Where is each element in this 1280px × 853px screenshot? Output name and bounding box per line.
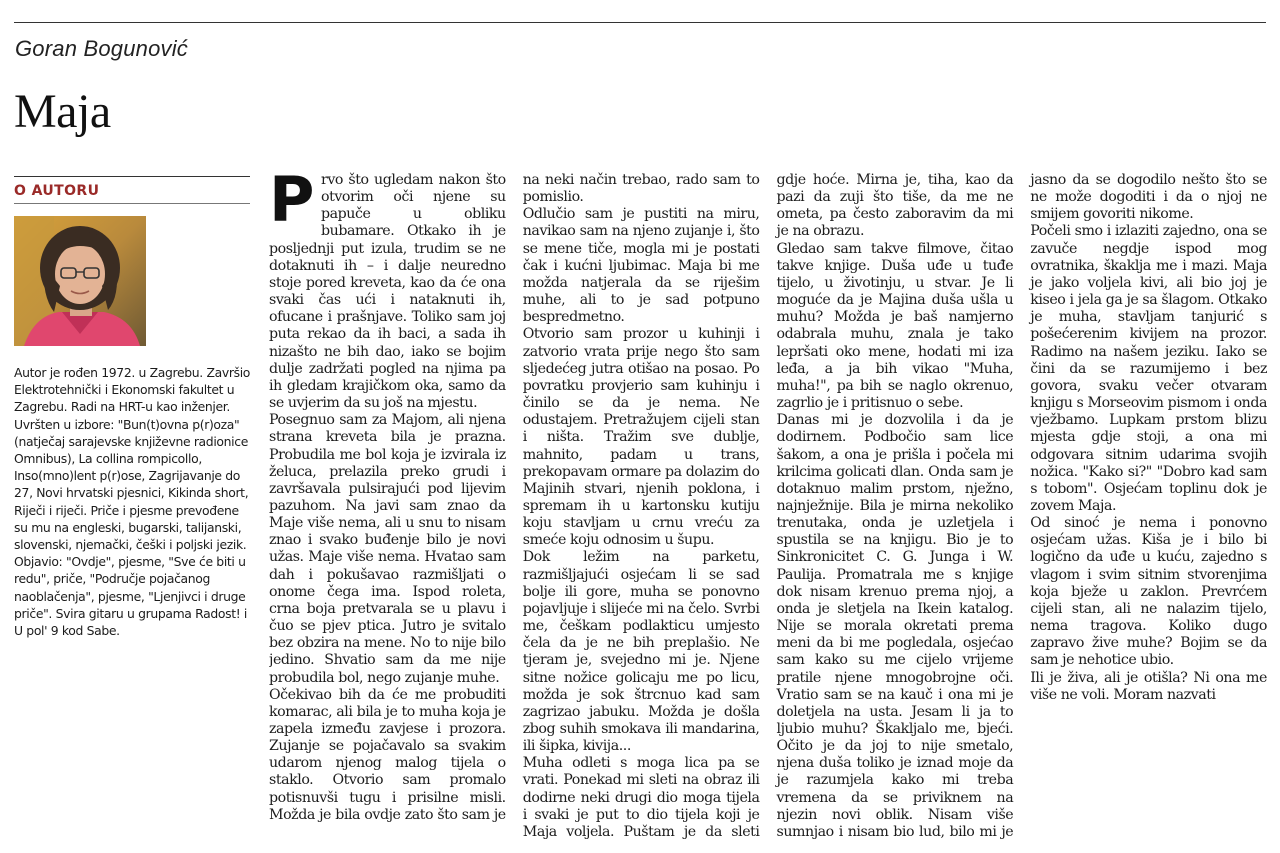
sidebar-heading: O AUTORU — [14, 183, 100, 199]
story-paragraph-2: Posegnuo sam za Majom, ali njena strana kreveta bila je prazna. Probudila me bol koja je izvirala iz želuca, prelazila preko grudi i završavala pulsirajući pod lijevim pazuhom. Na javi sam znao da Maje više nema, ali u snu to nisam znao i svako buđenje bilo je novi užas. Maje više nema. Hvatao sam dah i pokušavao razmišljati o onome čega ima. Ispod roleta, crna boja pretvarala se u plavu i čuo se pjev ptica. Jutro je svitalo bez obzira na mene. No to nije bilo jedino. Shvatio sam da me nije probudila bol, nego zujanje muhe. — [269, 412, 506, 686]
story-paragraph-7: Muha odleti s moga lica pa se vrati. Ponekad mi sleti na obraz ili dodirne neki drugi dio moga tijela i svaki je put to dio tijela koji je Maja voljela. Puštam je da sleti gdje hoće. Mirna je, tiha, kao da pazi da zuji što tiše, da me ne ometa, pa često zaboravim da mi je na obrazu. — [522, 172, 1014, 840]
top-rule — [14, 22, 1266, 23]
story-paragraph-1: Prvo što ugledam nakon što otvorim oči njene su papuče u obliku bubamare. Otkako ih je posljednji put izula, trudim se ne dotaknuti ih – i dalje neuredno stoje pored kreveta, kao da će ona svaki čas ući i nataknuti ih, ofucane i prašnjave. Toliko sam joj puta rekao da ih baci, a sada ih nizašto ne bih dao, iako se bojim dulje zadržati pogled na njima pa ih gledam krajičkom oka, samo da se uvjerim da su još na mjestu. — [269, 172, 506, 412]
story-paragraph-11: Od sinoć je nema i ponovno osjećam užas. Kiša je i bilo bi logično da uđe u kuću, zajedno s vlagom i svim sitnim stvorenjima koja bježe u zaklon. Prevrćem cijeli stan, ali ne nalazim tijelo, nema tragova. Koliko dugo zapravo žive muhe? Bojim se da sam je nehotice ubio. — [1030, 515, 1267, 669]
story-paragraph-6: Dok ležim na parketu, razmišljajući osjećam li se sad bolje ili gore, muha se ponovno pojavljuje i slijeće mi na čelo. Svrbi me, češkam podlakticu umjesto čela da je ne bih preplašio. Ne tjeram je, svejedno mi je. Njene sitne nožice golicaju me po licu, možda je sok štrcnuo kad sam zagrizao jabuku. Možda je došla zbog suhih smokava ili mandarina, ili šipka, kivija... — [522, 549, 760, 755]
story-paragraph-12: Ili je živa, ali je otišla? Ni ona me više ne voli. Moram nazvati — [1030, 669, 1267, 703]
drop-cap: P — [269, 172, 314, 236]
author-name: Goran Bogunović — [15, 36, 188, 61]
story-paragraph-10: Počeli smo i izlaziti zajedno, ona se zavuče negdje ispod mog ovratnika, škaklja me i mazi. Maja je jako voljela kivi, ali bio joj je kiseo i jela ga je sa šlagom. Otkako je muha, stavljam tanjurić s pošećerenim kivijem na prozor. Radimo na našem jeziku. Iako se čini da se razumijemo i bez govora, svaku večer otvaram knjigu s Morseovim pismom i onda vježbamo. Lupkam prstom blizu mjesta gdje stoji, a ona mi odgovara sitnim udarima svojih nožica. "Kako si?" "Dobro kad sam s tobom". Osjećam toplinu dok je zovem Maja. — [1030, 223, 1267, 514]
author-portrait-photo — [14, 216, 146, 346]
sidebar-top-rule — [14, 176, 250, 177]
author-portrait-icon — [14, 216, 146, 346]
story-paragraph-9: Danas mi je dozvolila i da je dodirnem. Podbočio sam lice šakom, a ona je prišla i počela mi krilcima golicati dlan. Onda sam je dotaknuo malim prstom, nježno, najnježnije. Bila je mirna nekoliko trenutaka, onda je uzletjela i spustila se na knjigu. Bio je to Sinkronicitet C. G. Junga i W. Paulija. Promatrala me s knjige dok nisam krenuo prema njoj, a onda je sletjela na Ikein katalog. Nije se morala okretati prema meni da bi me pogledala, osjećao sam kako su me cijelo vrijeme pratile njene mnogobrojne oči. Vratio sam se na kauč i ona mi je doletjela na usta. Jesam li ja to ljubio muhu? Škakljalo me, bjeći. Očito je da joj to nije smetalo, njena duša toliko je iznad moje da je razumjela kako mi treba vremena da se priviknem na njezin novi oblik. Nisam više sumnjao i nisam bio lud, bilo mi je jasno da se dogodilo nešto što se ne može dogoditi i da o njoj ne smijem govoriti nikome. — [776, 172, 1267, 840]
author-bio: Autor je rođen 1972. u Zagrebu. Završio Elektrotehnički i Ekonomski fakultet u Zagrebu. Radi na HRT-u kao inženjer. Uvršten u izbore: "Bun(t)ovna p(r)oza" (natječaj sarajevske književne radionice Omnibus), La collina rompicollo, Inso(mno)lent p(r)ose, Zagrijavanje do 27, Novi hrvatski pjesnici, Kikinda short, Riječi i riječi. Priče i pjesme prevođene su mu na engleski, bugarski, talijanski, slovenski, njemački, češki i poljski jezik. Objavio: "Ovdje", pjesme, "Sve će biti u redu", priče, "Područje pojačanog naoblačenja", pjesme, "Lјenjivci i druge priče". Svira gitaru u grupama Radost! i U pol' 9 kod Sabe. — [14, 365, 251, 639]
story-title: Maja — [14, 85, 111, 138]
about-author-sidebar — [14, 176, 250, 639]
sidebar-heading-rule — [14, 203, 250, 204]
story-body — [269, 172, 1267, 852]
story-paragraph-4: Odlučio sam je pustiti na miru, navikao sam na njeno zujanje i, što se mene tiče, mogla mi je postati čak i kućni ljubimac. Maja bi me možda natjerala da se riješim muhe, ali to je sad potpuno bespredmetno. — [522, 206, 760, 326]
story-paragraph-8: Gledao sam takve filmove, čitao takve knjige. Duša uđe u tuđe tijelo, u životinju, u stvar. Je li moguće da je Majina duša ušla u muhu? Možda je baš namjerno odabrala muhu, znala je tako lepršati oko mene, hodati mi iza leđa, a ja bih vikao "Muha, muha!", pa bih se naglo okrenuo, zagrlio je i pritisnuo o sebe. — [776, 240, 1014, 412]
story-paragraph-3: Očekivao bih da će me probuditi komarac, ali bila je to muha koja je zapela između zavjese i prozora. Zujanje se pojačavalo sa svakim udarom njenog malog tijela o staklo. Otvorio sam promalo potisnuvši tugu i prisilne misli. Možda je bila ovdje zato što sam je na neki način trebao, rado sam to pomislio. — [269, 172, 760, 823]
story-paragraph-5: Otvorio sam prozor u kuhinji i zatvorio vrata prije nego što sam sljedećeg jutra otišao na posao. Po povratku provjerio sam kuhinju i činilo se da je nema. Ne odustajem. Pretražujem cijeli stan i ništa. Tražim sve dublje, mahnito, padam u trans, prekopavam ormare pa dolazim do Majinih stvari, njenih poklona, i spremam ih u kartonsku kutiju koju stavljam u crnu vreću za smeće koju odnosim u šupu. — [522, 326, 760, 549]
